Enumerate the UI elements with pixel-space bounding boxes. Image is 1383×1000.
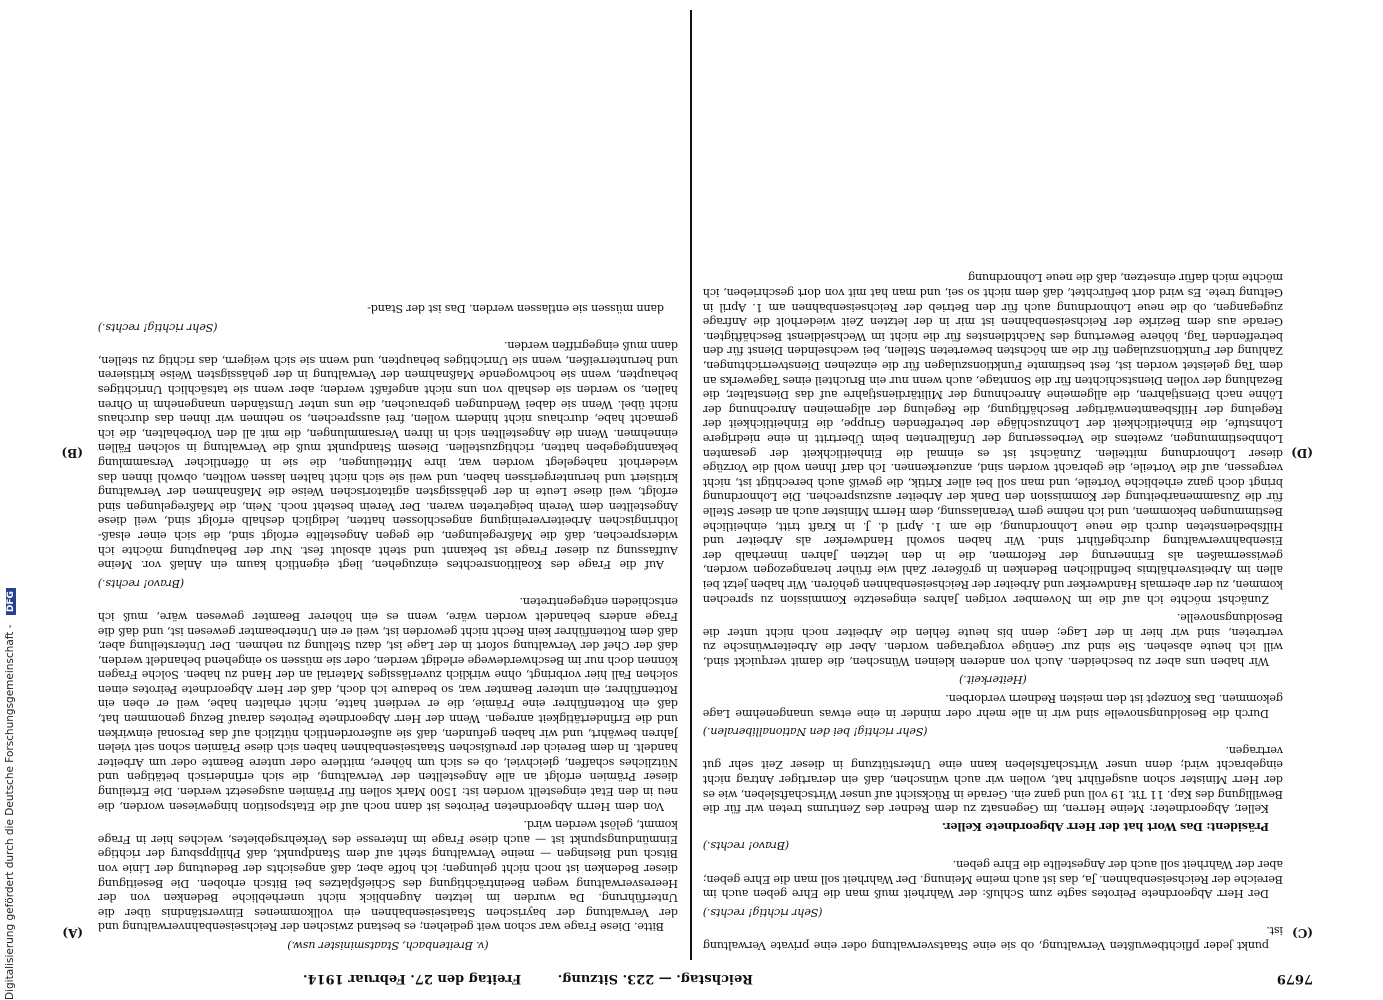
margin-marker-d: (D) — [1291, 446, 1313, 460]
reaction: (Bravo! rechts.) — [703, 839, 790, 853]
margin-marker-c: (C) — [1292, 926, 1313, 940]
paragraph: Auf die Frage des Koalitionsrechtes einzugehen, liegt eigentlich kaum ein Anlaß vor. Meine Auffassung zu dieser Frage ist bekannt und steht absolut fest. Nur der Behauptung möchte ich widersprechen, daß die Maßregelungen, die gegen Angestellte erfolgt sind, die sich einer elsaß-lothringischen Arbeitervereinigung angeschlossen hatten, lediglich deshalb erfolgt sind, weil diese Angestellten dem Verein beigetreten waren. Der Verein besteht noch. Nein, die Maßregelungen sind erfolgt, weil diese Leute in der gehässigsten agitatorischen Weise die Maßnahmen der Verwaltung kritisiert und heruntergerissen haben, und weil sie sich nicht halten lassen wollten, obwohl ihnen das wiederholt nahegelegt worden war, ihre Mitteilungen, die sie in öffentlicher Versammlung bekanntgegeben hatten, richtigzustellen. Diesem Standpunkt muß die Verwaltung in solchen Fällen einnehmen. Wenn die Angestellten sich in ihren Versammlungen, die mit all den Vorbehalten, die ich gemacht habe, durchaus nicht hindern wollen, frei aussprechen, so nehmen wir ihnen das durchaus nicht übel. Wenn sie dabei Wendungen gebrauchen, die uns unter Umständen unangenehm in Ohren hallen, so werden sie deshalb von uns nicht angefaßt werden; aber wenn sie tatsächlich Unrichtiges behaupten, wenn sie hochwogende Maßnahmen der Verwaltung in der gehässigsten Weise kritisieren und herunterreißen, wenn sie Unrichtiges behaupten, und wenn sie sich weigern, das richtig zu stellen, dann muß eingegriffen werden. — [98, 339, 678, 572]
paragraph: Zunächst möchte ich auf die im November vorigen Jahres eingesetzte Kommission zu sprechen kommen, zu der abermals Handwerker und Arbeiter der Reichseisenbahnen gehören. Wir haben jetzt bei allen im Arbeitsverhältnis befindlichen Bedenken in größerer Zahl wie früher herangezogen worden, gewissermaßen als Erinnerung der Reformen, die in den letzten Jahren innerhalb der Eisenbahnverwaltung durchgeführt sind. Wir haben sowohl Handwerker als Arbeiter und Hilfsbediensteten durch die neue Lohnordnung, die am 1. April d. J. in Kraft tritt, einheitliche Bestimmungen bekommen, und ich nehme gern Veranlassung, dem Herrn Minister auch an dieser Stelle für die Zusammenarbeitung der Kommission den Dank der Arbeiter auszusprechen. Die Lohnordnung bringt doch ganz erhebliche Vorteile, und man soll bei aller Kritik, die gewiß auch berechtigt ist, nicht vergessen, auf die Vorteile, die gebracht worden sind, anzuerkennen. Ich darf Ihnen wohl die Vorzüge dieser Lohnordnung mitteilen. Zunächst ist es einmal die Einheitlichkeit der gesamten Lohnbestimmungen, zweitens die Verbesserung der Unfallrenten beim Übertritt in eine niedrigere Lohnstufe, die Einheitlichkeit der Lohnzuschläge der betreffenden Gruppe, die Einheitlichkeit der Regelung der Hilfsbeamtenwärtiger Beschäftigung, die Regelung der allgemeinen Anrechnung der Löhne nach Dienstjahren, die allgemeine Anrechnung der Militärdienstjahre auf das Dienstalter, die Bezahlung der vollen Dienstschichten für die Sonntage, auch wenn nur ein Bruchteil eines Tagewerks an dem Tag geleistet worden ist, fest bestimmte Funktionszulagen für die einzelnen Dienstverrichtungen, Zahlung der Funktionszulagen für die am höchsten bewerteten Stellen, bei wechselnden Dienst für den betreffenden Tag, höhere Bewertung des Nachtdienstes für die nicht im Wechseldienst Beschäftigten. Gerade aus dem Bezirke der Reichseisenbahnen ist mir in der letzten Zeit wiederholt die Anfrage zugegangen, ob die neue Lohnordnung auch für den Betrieb der Reichseisenbahnen am 1. April in Geltung trete. Es wird dort befürchtet, daß dem nicht so sei, und man hat mit von dort geschrieben, ich möchte mich dafür einsetzen, daß die neue Lohnordnung — [703, 271, 1283, 606]
paragraph: Von dem Herrn Abgeordneten Peirotes ist dann noch auf die Etatsposition hingewiesen worden, die neu in den Etat eingestellt worden ist: 1500 Mark sollen für Prämien ausgesetzt werden. Die Erteilung dieser Prämien erfolgt an alle Angestellten der Verwaltung, die sich erfinderisch betätigen und Nützliches schaffen, gleichviel, ob es sich um höhere, mittlere oder untere Beamte oder um Arbeiter handelt. In dem Bereich der preußischen Staatseisenbahnen haben sich diese Prämien schon seit vielen Jahren bewährt, und wir haben gefunden, daß sie außerordentlich nützlich auf das Personal einwirken und die Erfindertätigkeit anregen. Wenn der Herr Abgeordnete Peirotes darauf Bezug genommen hat, daß ein Rottenführer eine Prämie, die er verdient hatte, nicht erhalten habe, weil er eben ein Rottenführer, ein unterer Beamter war, so bedaure ich doch, daß der Herr Abgeordnete Peirotes einen solchen Fall hier vorbringt, ohne wirklich zuverlässiges Material an der Hand zu haben. Solche Fragen können doch nur im Beschwerdewege erledigt werden, oder sie müssen so eingehend behandelt werden, daß der Chef der Verwaltung sofort in der Lage ist, dazu Stellung zu nehmen. Der Unterstellung aber, daß dem Rottenführer kein Recht nicht geworden ist, weil er ein Unterbeamter gewesen ist, und daß die Frage anders behandelt worden wäre, wenn es ein höherer Beamter gewesen wäre, muß ich entschieden entgegentreten. — [98, 595, 678, 813]
paragraph: Keller, Abgeordneter: Meine Herren, im Gegensatz zu dem Redner des Zentrums treten wir für die Bewilligung des Kap. 11 Tit. 19 voll und ganz ein. Gerade in Rücksicht auf unser Wirtschaftsleben, wie es der Herr Minister schon ausgeführt hat, wollen wir auch wünschen, daß ein derartiger Antrag nicht eingebracht wird; denn unser Wirtschaftsleben kann eine Unterstützung in dieser Zeit sehr gut vertragen. — [703, 743, 1283, 816]
reaction: (Heiterkeit.) — [959, 673, 1027, 687]
paragraph: punkt jeder pflichtbewußten Verwaltung, ob sie eine Staatsverwaltung oder eine private Verwaltung ist. — [703, 924, 1283, 952]
margin-marker-b: (B) — [61, 446, 83, 460]
speaker-attribution: (v. Breitenbach, Staatsminister usw.) — [287, 939, 489, 952]
page-number: 7679 — [1276, 971, 1313, 986]
column-divider — [690, 10, 692, 960]
digitization-note — [4, 20, 16, 1000]
paragraph: Der Herr Abgeordnete Peirotes sagte zum Schluß: der Wahrheit muß man die Ehre geben auch im Bereiche der Reichseisenbahnen. Ja, das ist auch meine Meinung. Der Wahrheit soll man die Ehre geben; aber der Wahrheit soll auch der Angestellte die Ehre geben. — [703, 858, 1283, 901]
paragraph-closing: dann müssen sie entlassen werden. Das ist der Stand- — [367, 302, 664, 316]
right-column — [703, 22, 1283, 952]
page-header — [63, 952, 1313, 992]
side-strip — [0, 0, 26, 1000]
header-title: Reichstag. — 223. Sitzung. — [557, 971, 753, 986]
reaction: (Sehr richtig! rechts.) — [703, 905, 823, 919]
reaction: (Sehr richtig! rechts.) — [98, 320, 218, 334]
reaction: (Sehr richtig! bei den Nationalliberalen.) — [703, 725, 928, 739]
header-date: Freitag den 27. Februar 1914. — [303, 971, 522, 986]
president-line: Präsident: Das Wort hat der Herr Abgeordnete Keller. — [942, 819, 1269, 834]
reaction: (Bravo! rechts.) — [98, 576, 185, 590]
paragraph: Bitte. Diese Frage war schon weit gediehen; es bestand zwischen der Reichseisenbahnverwaltung und der Verwaltung der bayrischen Staatseisenbahnen ein vollkommenes Einverständnis über die Unterführung. Da wurden im letzten Augenblick nicht unerhebliche Bedenken von der Heeresverwaltung wegen Beeinträchtigung des Schießplatzes bei Bitsch erhoben. Die Beseitigung dieser Bedenken ist noch nicht gelungen; ich hoffe aber, daß angesichts der Bedeutung der Linie von Bitsch und Biesingen — meine Verwaltung steht auf dem Standpunkt, daß Philippsburg der richtige Einmündungspunkt ist — auch diese Frage im Interesse des Verkehrsgebietes, welches hier in Frage kommt, gelöst werden wird. — [98, 818, 678, 934]
dfg-logo: DFG — [6, 588, 16, 615]
paragraph: Durch die Besoldungsnovelle sind wir in alle mehr oder minder in eine etwas unangenehme Lage gekommen. Das Konzept ist den meisten Rednern verdorben. — [703, 692, 1283, 720]
paragraph: Wir haben uns aber zu bescheiden. Auch von anderen kleinen Wünschen, die damit verquickt sind, will ich heute absehen. Sie sind zur Genüge vorgetragen worden. Aber die Arbeiterwünsche zu vertreten, sind wir hier in der Lage; denn bis heute fehlen die Arbeiter noch nicht unter die Besoldungsnovelle. — [703, 611, 1283, 668]
margin-marker-a: (A) — [62, 926, 83, 940]
left-column — [98, 22, 678, 952]
digitization-text: Digitalisierung gefördert durch die Deutsche Forschungsgemeinschaft - — [4, 624, 16, 1000]
